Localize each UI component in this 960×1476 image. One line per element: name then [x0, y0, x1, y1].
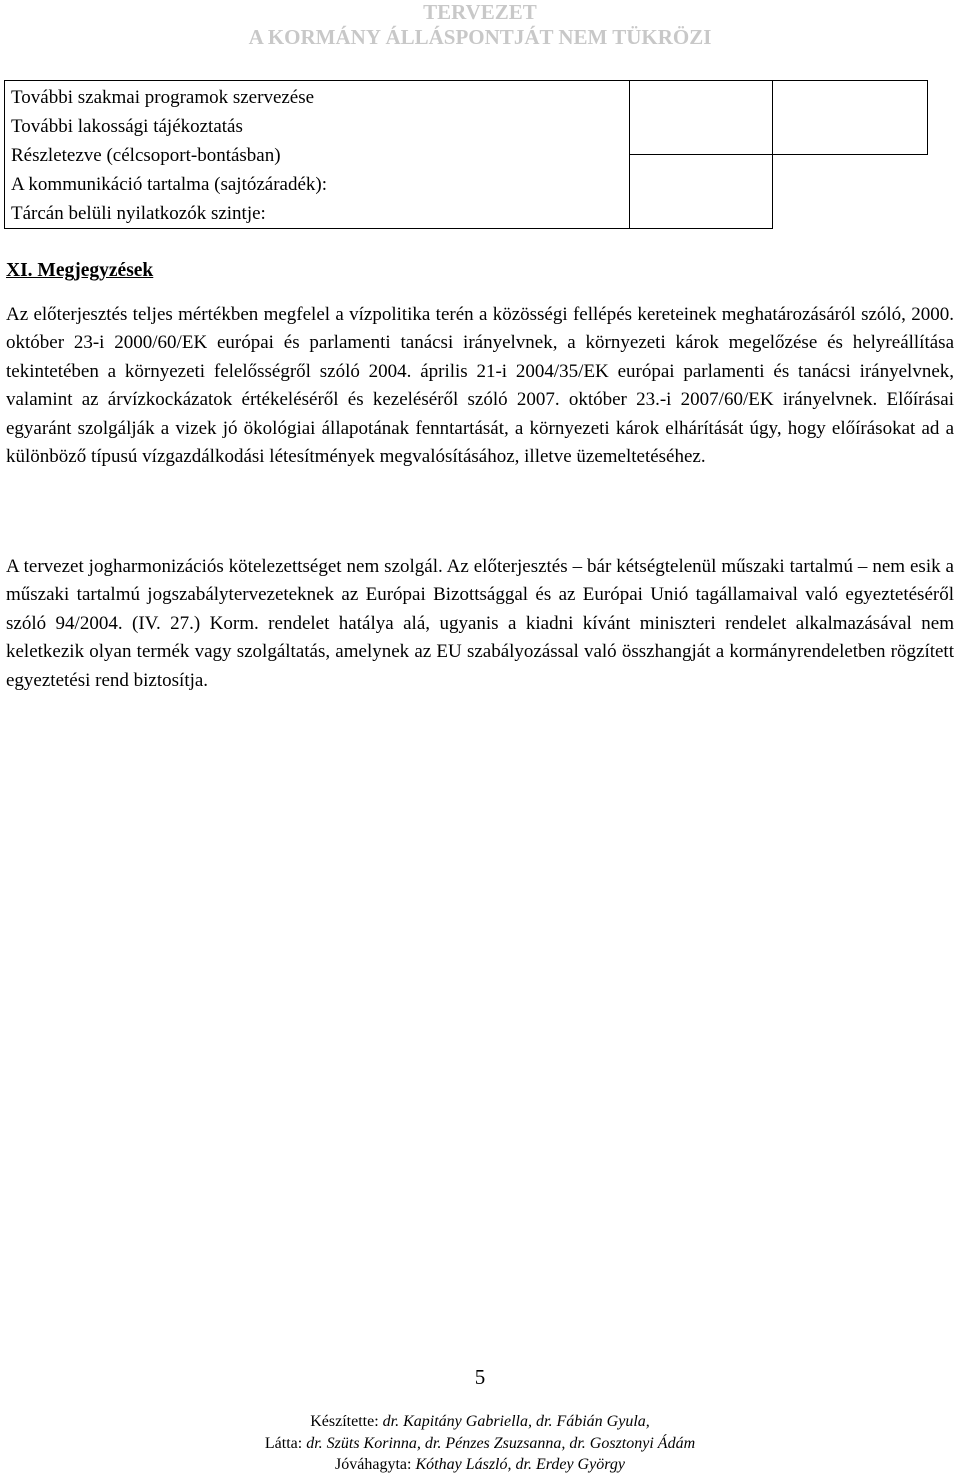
paragraph-harmonization: A tervezet jogharmonizációs kötelezettséget nem szolgál. Az előterjesztés – bár kétségtelenül műszaki tartalmú – nem esik a műszaki tartalmú jogszabálytervezeteknek az Európai Bizottsággal és az Európai Unió tagállamaival való egyeztetéséről szóló 94/2004. (IV. 27.) Korm. rendelet hatálya alá, ugyanis a kiadni kívánt miniszteri rendelet alkalmazásával nem keletkezik olyan termék vagy szolgáltatás, amelynek az EU szabályozással való összhangját a kormányrendeletben rögzített egyeztetési rend biztosítja. [6, 556, 954, 691]
table-line: A kommunikáció tartalma (sajtózáradék): [11, 174, 328, 195]
table-line: Tárcán belüli nyilatkozók szintje: [11, 203, 266, 224]
footer-label: Látta: [264, 1434, 303, 1452]
table-line: További szakmai programok szervezése [11, 87, 315, 108]
draft-watermark [0, 0, 960, 50]
table-empty-cell [630, 81, 773, 155]
footer-names: dr. Kapitány Gabriella, dr. Fábián Gyula, [382, 1413, 650, 1430]
watermark-line-2: A KORMÁNY ÁLLÁSPONTJÁT NEM TÜKRÖZI [248, 25, 712, 49]
table-line: További lakossági tájékoztatás [11, 116, 243, 137]
watermark-line-1: TERVEZET [423, 0, 537, 24]
footer-approved-by [0, 1454, 960, 1476]
document-footer [0, 1411, 960, 1476]
table-empty-cell [630, 155, 773, 229]
table-empty-cell [773, 155, 928, 229]
footer-prepared-by [0, 1411, 960, 1433]
page-number: 5 [474, 1365, 486, 1389]
table-line: Részletezve (célcsoport-bontásban) [11, 145, 281, 166]
paragraph-compliance: Az előterjesztés teljes mértékben megfelel a vízpolitika terén a közösségi fellépés kereteinek meghatározásáról szóló, 2000. október 23-i 2000/60/EK európai és parlamenti tanácsi irányelvnek, a környezeti károk megelőzése és helyreállítása tekintetében a környezeti felelősségről szóló 2004. április 21-i 2004/35/EK európai parlamenti és tanácsi irányelvnek, valamint az árvízkockázatok értékeléséről és kezeléséről szóló 2007. október 23.-i 2007/60/EK irányelvnek. Előírásai egyaránt szolgálják a vizek jó ökológiai állapotának fenntartását, a környezeti károk elhárítását úgy, hogy előírásokat ad a különböző típusú vízgazdálkodási létesítmények megvalósításához, illetve üzemeltetéséhez. [6, 304, 954, 468]
section-title: XI. Megjegyzések [6, 260, 154, 281]
table-empty-cell [773, 81, 928, 155]
table-text-cell [5, 81, 630, 229]
footer-names: dr. Szüts Korinna, dr. Pénzes Zsuzsanna, dr. Gosztonyi Ádám [306, 1434, 696, 1452]
footer-reviewed-by [0, 1433, 960, 1455]
footer-names: Kóthay László, dr. Erdey György [415, 1456, 625, 1473]
communication-table [4, 80, 928, 229]
footer-label: Jóváhagyta: [335, 1456, 412, 1473]
footer-label: Készítette: [310, 1413, 379, 1430]
